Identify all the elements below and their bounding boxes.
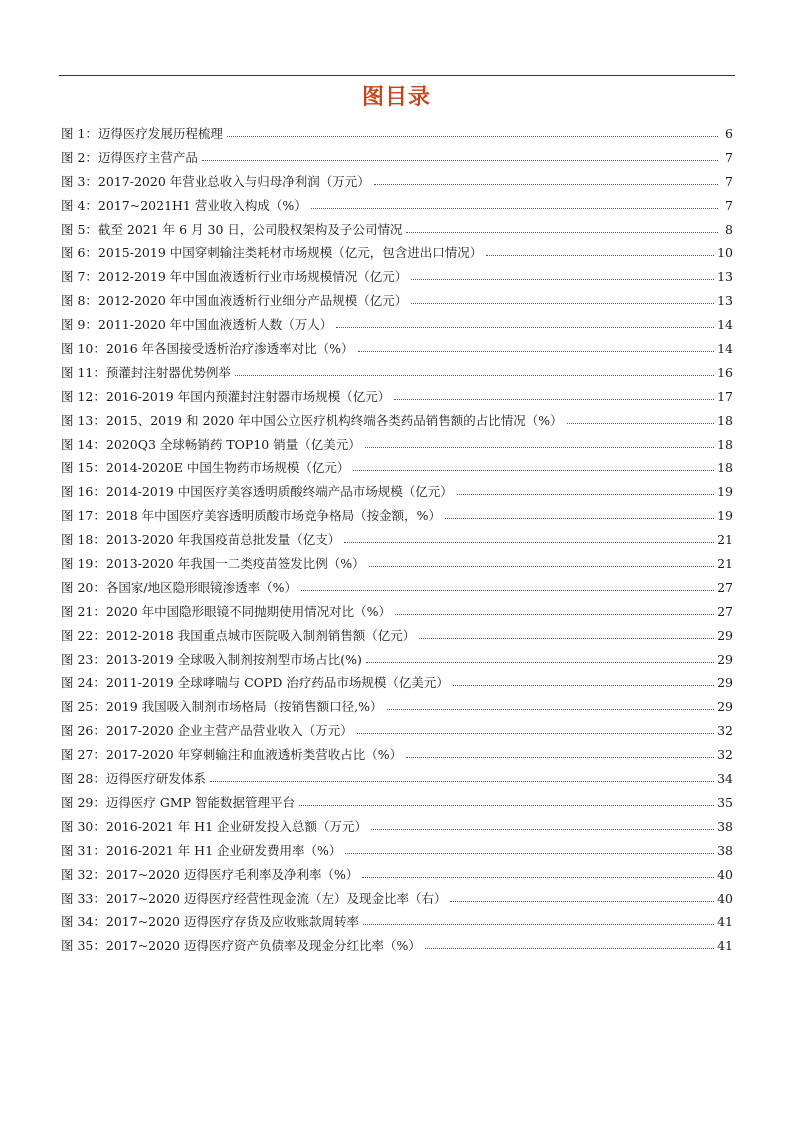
toc-entry-page-number[interactable]: 21 (717, 532, 733, 548)
dot-leader (411, 293, 714, 305)
toc-entry[interactable] (61, 480, 733, 504)
toc-entry-label[interactable]: 图 10：2016 年各国接受透析治疗渗透率对比（%） (61, 341, 354, 357)
toc-entry-page-number[interactable]: 13 (717, 269, 733, 285)
dot-leader (387, 699, 715, 711)
dot-leader (336, 317, 714, 329)
toc-entry-label[interactable]: 图 18：2013-2020 年我国疫苗总批发量（亿支） (61, 532, 341, 548)
toc-entry-label[interactable]: 图 26：2017-2020 企业主营产品营业收入（万元） (61, 723, 353, 739)
toc-entry[interactable] (61, 695, 733, 719)
toc-entry-page-number[interactable]: 41 (717, 938, 733, 954)
toc-entry-label[interactable]: 图 13：2015、2019 和 2020 年中国公立医疗机构终端各类药品销售额的占比情况（%） (61, 412, 563, 428)
dot-leader (366, 652, 714, 664)
toc-entry-page-number[interactable]: 7 (725, 197, 733, 213)
toc-entry[interactable] (61, 313, 733, 337)
toc-entry[interactable] (61, 433, 733, 457)
dot-leader (419, 628, 714, 640)
dot-leader (450, 891, 714, 903)
toc-entry[interactable] (61, 170, 733, 194)
toc-entry-label[interactable]: 图 14：2020Q3 全球畅销药 TOP10 销量（亿美元） (61, 436, 361, 452)
toc-entry[interactable] (61, 648, 733, 672)
toc-entry-page-number[interactable]: 18 (717, 412, 733, 428)
toc-entry[interactable] (61, 887, 733, 911)
toc-entry[interactable] (61, 146, 733, 170)
toc-entry-page-number[interactable]: 32 (717, 747, 733, 763)
dot-leader (210, 771, 714, 783)
toc-entry[interactable] (61, 934, 733, 958)
toc-entry[interactable] (61, 122, 733, 146)
toc-entry-label[interactable]: 图 8：2012-2020 年中国血液透析行业细分产品规模（亿元） (61, 293, 408, 309)
dot-leader (357, 723, 714, 735)
dot-leader (363, 914, 714, 926)
toc-entry-label[interactable]: 图 28：迈得医疗研发体系 (61, 771, 206, 787)
dot-leader (311, 198, 718, 210)
toc-entry[interactable] (61, 671, 733, 695)
toc-entry[interactable] (61, 528, 733, 552)
toc-entry[interactable] (61, 194, 733, 218)
dot-leader (371, 819, 714, 831)
toc-entry-page-number[interactable]: 35 (717, 794, 733, 810)
toc-entry[interactable] (61, 552, 733, 576)
toc-entry-page-number[interactable]: 19 (717, 508, 733, 524)
dot-leader (353, 460, 714, 472)
toc-entry-page-number[interactable]: 41 (717, 914, 733, 930)
toc-entry[interactable] (61, 409, 733, 433)
toc-entry-label[interactable]: 图 12：2016-2019 年国内预灌封注射器市场规模（亿元） (61, 388, 391, 404)
toc-entry-label[interactable]: 图 19：2013-2020 年我国一二类疫苗签发比例（%） (61, 556, 365, 572)
toc-entry[interactable] (61, 743, 733, 767)
toc-entry-label[interactable]: 图 21：2020 年中国隐形眼镜不同抛期使用情况对比（%） (61, 603, 392, 619)
toc-entry-page-number[interactable]: 40 (717, 890, 733, 906)
toc-entry-label[interactable]: 图 16：2014-2019 中国医疗美容透明质酸终端产品市场规模（亿元） (61, 484, 453, 500)
toc-entry[interactable] (61, 289, 733, 313)
toc-entry[interactable] (61, 385, 733, 409)
toc-entry-page-number[interactable]: 6 (725, 126, 733, 141)
toc-entry[interactable] (61, 218, 733, 242)
toc-entry-page-number[interactable]: 38 (717, 842, 733, 858)
dot-leader (301, 580, 714, 592)
toc-entry-page-number[interactable]: 29 (717, 699, 733, 715)
toc-entry-label[interactable]: 图 3：2017-2020 年营业总收入与归母净利润（万元） (61, 173, 370, 189)
dot-leader (344, 532, 714, 544)
figure-list (61, 122, 733, 958)
toc-entry-page-number[interactable]: 40 (717, 866, 733, 882)
toc-entry-page-number[interactable]: 27 (717, 579, 733, 595)
toc-entry-label[interactable]: 图 6：2015-2019 中国穿刺输注类耗材市场规模（亿元，包含进出口情况） (61, 245, 483, 261)
toc-entry[interactable] (61, 719, 733, 743)
toc-entry[interactable] (61, 791, 733, 815)
toc-entry-page-number[interactable]: 14 (717, 341, 733, 357)
toc-entry-label[interactable]: 图 31：2016-2021 年 H1 企业研发费用率（%） (61, 842, 342, 858)
toc-entry-page-number[interactable]: 29 (717, 651, 733, 667)
dot-leader (395, 604, 714, 616)
toc-entry-label[interactable]: 图 22：2012-2018 我国重点城市医院吸入制剂销售额（亿元） (61, 627, 416, 643)
dot-leader (453, 675, 714, 687)
toc-entry[interactable] (61, 767, 733, 791)
toc-entry-page-number[interactable]: 34 (717, 771, 733, 787)
toc-entry[interactable] (61, 456, 733, 480)
toc-entry-label[interactable]: 图 29：迈得医疗 GMP 智能数据管理平台 (61, 794, 296, 810)
dot-leader (365, 437, 714, 449)
dot-leader (202, 150, 718, 162)
toc-entry-label[interactable]: 图 35：2017~2020 迈得医疗资产负债率及现金分红比率（%） (61, 938, 421, 954)
toc-entry-label[interactable]: 图 33：2017~2020 迈得医疗经营性现金流（左）及现金比率（右） (61, 890, 447, 906)
toc-entry-page-number[interactable]: 16 (717, 364, 733, 380)
toc-entry[interactable] (61, 839, 733, 863)
toc-entry[interactable] (61, 504, 733, 528)
toc-entry-page-number[interactable]: 7 (725, 149, 733, 165)
toc-entry-label[interactable]: 图 15：2014-2020E 中国生物药市场规模（亿元） (61, 460, 350, 476)
toc-entry-label[interactable]: 图 1：迈得医疗发展历程梳理 (61, 126, 223, 141)
toc-entry[interactable] (61, 600, 733, 624)
toc-entry-label[interactable]: 图 4：2017~2021H1 营业收入构成（%） (61, 197, 307, 213)
toc-entry-label[interactable]: 图 32：2017~2020 迈得医疗毛利率及净利率（%） (61, 866, 359, 882)
toc-entry-page-number[interactable]: 29 (717, 675, 733, 691)
dot-leader (425, 938, 714, 950)
dot-leader (486, 245, 714, 257)
toc-entry-page-number[interactable]: 38 (717, 818, 733, 834)
dot-leader (358, 341, 715, 353)
toc-entry-label[interactable]: 图 23：2013-2019 全球吸入制剂按剂型市场占比(%) (61, 651, 362, 667)
toc-entry-label[interactable]: 图 11：预灌封注射器优势例举 (61, 364, 231, 380)
toc-entry-page-number[interactable]: 8 (725, 221, 733, 237)
toc-entry-page-number[interactable]: 19 (717, 484, 733, 500)
dot-leader (567, 413, 714, 425)
toc-entry-label[interactable]: 图 30：2016-2021 年 H1 企业研发投入总额（万元） (61, 818, 368, 834)
toc-entry-label[interactable]: 图 34：2017~2020 迈得医疗存货及应收账款周转率 (61, 914, 359, 930)
toc-entry-page-number[interactable]: 29 (717, 627, 733, 643)
toc-entry-page-number[interactable]: 10 (717, 245, 733, 261)
toc-entry-page-number[interactable]: 14 (717, 317, 733, 333)
toc-entry-page-number[interactable]: 21 (717, 556, 733, 572)
dot-leader (374, 174, 718, 186)
dot-leader (411, 269, 714, 281)
dot-leader (227, 126, 718, 138)
dot-leader (394, 389, 714, 401)
dot-leader (406, 747, 714, 759)
toc-entry[interactable] (61, 576, 733, 600)
toc-entry[interactable] (61, 910, 733, 934)
dot-leader (235, 365, 714, 377)
page-title: 图目录 (361, 85, 431, 110)
toc-entry-page-number[interactable]: 18 (717, 460, 733, 476)
toc-entry-label[interactable]: 图 25：2019 我国吸入制剂市场格局（按销售额口径,%） (61, 699, 383, 715)
header-rule (59, 75, 735, 76)
toc-entry-label[interactable]: 图 5：截至 2021 年 6 月 30 日，公司股权架构及子公司情况 (61, 221, 403, 237)
toc-entry[interactable] (61, 361, 733, 385)
toc-entry-page-number[interactable]: 32 (717, 723, 733, 739)
toc-entry-label[interactable]: 图 20：各国家/地区隐形眼镜渗透率（%） (61, 579, 297, 595)
toc-entry[interactable] (61, 863, 733, 887)
toc-entry-page-number[interactable]: 13 (717, 293, 733, 309)
toc-entry-label[interactable]: 图 24：2011-2019 全球哮喘与 COPD 治疗药品市场规模（亿美元） (61, 675, 449, 691)
toc-entry-page-number[interactable]: 17 (717, 388, 733, 404)
toc-entry[interactable] (61, 241, 733, 265)
toc-entry[interactable] (61, 337, 733, 361)
toc-entry-label[interactable]: 图 2：迈得医疗主营产品 (61, 149, 198, 165)
dot-leader (299, 795, 714, 807)
toc-entry[interactable] (61, 624, 733, 648)
toc-entry-page-number[interactable]: 18 (717, 436, 733, 452)
toc-entry-label[interactable]: 图 9：2011-2020 年中国血液透析人数（万人） (61, 317, 333, 333)
toc-entry[interactable] (61, 815, 733, 839)
dot-leader (345, 843, 714, 855)
toc-entry-label[interactable]: 图 7：2012-2019 年中国血液透析行业市场规模情况（亿元） (61, 269, 408, 285)
toc-entry[interactable] (61, 265, 733, 289)
dot-leader (457, 484, 714, 496)
dot-leader (445, 508, 714, 520)
dot-leader (369, 556, 715, 568)
toc-entry-label[interactable]: 图 27：2017-2020 年穿刺输注和血液透析类营收占比（%） (61, 747, 403, 763)
dot-leader (406, 222, 718, 234)
toc-entry-page-number[interactable]: 27 (717, 603, 733, 619)
toc-entry-page-number[interactable]: 7 (725, 173, 733, 189)
dot-leader (362, 867, 714, 879)
toc-entry-label[interactable]: 图 17：2018 年中国医疗美容透明质酸市场竞争格局（按金额，%） (61, 508, 442, 524)
